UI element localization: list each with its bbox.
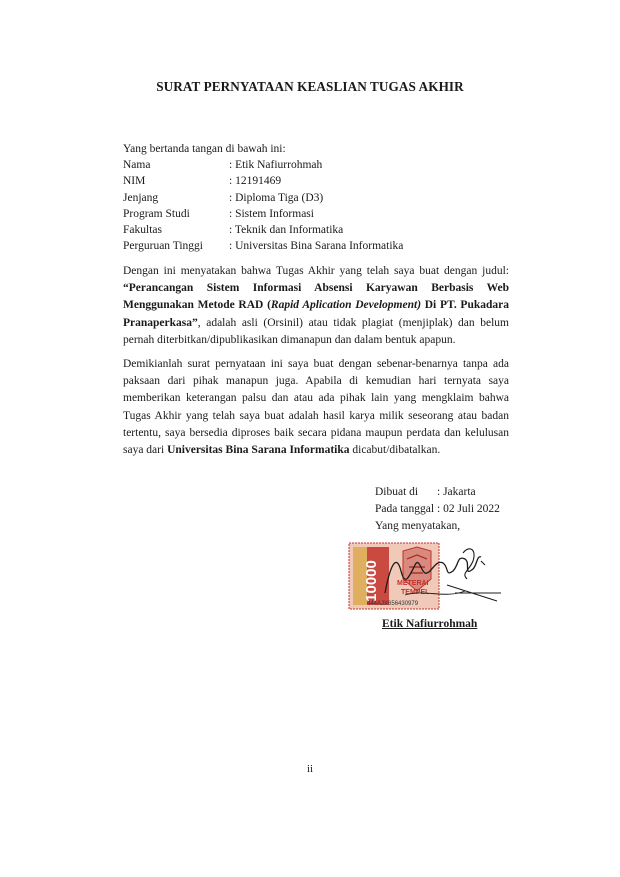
declaration-lead: Dengan ini menyatakan bahwa Tugas Akhir yang telah saya buat dengan judul: — [123, 265, 509, 277]
university-name: Universitas Bina Sarana Informatika — [167, 444, 350, 457]
identity-label: Perguruan Tinggi — [123, 240, 203, 253]
identity-row-perguruan-tinggi — [123, 238, 403, 254]
identity-row-program-studi — [123, 206, 403, 222]
thesis-title: “Perancangan Sistem Informasi Absensi Karyawan Berbasis Web Menggunakan Metode RAD (Rapid Aplication Development) Di PT. Pukadara Pranaperkasa” — [123, 282, 509, 329]
stamp-top-text: METERAI — [397, 580, 429, 587]
closing-text: Yang menyatakan, — [375, 520, 461, 532]
signer-name: Etik Nafiurrohmah — [382, 618, 478, 630]
identity-label: Fakultas — [123, 224, 162, 237]
identity-row-jenjang — [123, 190, 403, 206]
identity-label: Nama — [123, 159, 151, 171]
identity-value: : Diploma Tiga (D3) — [229, 191, 324, 204]
identity-value: : Universitas Bina Sarana Informatika — [229, 240, 404, 253]
stamp-serial: 444AJX656430979 — [367, 601, 419, 607]
document-title: SURAT PERNYATAAN KEASLIAN TUGAS AKHIR — [156, 79, 464, 94]
meterai-stamp — [345, 541, 505, 621]
sign-block — [375, 484, 500, 535]
page-number: ii — [306, 763, 314, 775]
identity-table — [123, 157, 403, 255]
identity-value: : Etik Nafiurrohmah — [229, 159, 323, 171]
identity-value: : 12191469 — [229, 175, 282, 188]
date-label: Pada tanggal — [375, 503, 435, 515]
identity-row-nama — [123, 157, 403, 173]
stamp-bottom-text: TEMPEL — [401, 589, 430, 596]
stamp-value: 10000 — [363, 560, 380, 602]
date-value: : 02 Juli 2022 — [437, 503, 500, 515]
intro-text: Yang bertanda tangan di bawah ini: — [123, 143, 286, 155]
declaration-rest: , adalah asli (Orsinil) atau tidak plagiat (menjiplak) dan belum pernah diterbitkan/dipublikasikan dimanapun dan dalam bentuk apapun. — [123, 316, 509, 346]
identity-value: : Teknik dan Informatika — [229, 224, 344, 237]
place-value: : Jakarta — [437, 486, 476, 498]
identity-label: Program Studi — [123, 207, 190, 220]
identity-row-fakultas — [123, 222, 403, 238]
declaration-paragraph — [123, 263, 509, 349]
place-label: Dibuat di — [375, 486, 419, 498]
identity-value: : Sistem Informasi — [229, 207, 314, 220]
identity-label: Jenjang — [123, 191, 159, 204]
identity-row-nim — [123, 173, 403, 189]
closing-paragraph: Demikianlah surat pernyataan ini saya buat dengan sebenar-benarnya tanpa ada paksaan dari pihak manapun juga. Apabila di kemudian hari ternyata saya memberikan keterangan palsu dan atau ada pihak lain yang mengklaim bahwa Tugas Akhir yang telah saya buat adalah hasil karya milik seseorang atau badan tertentu, saya bersedia diproses baik secara pidana maupun perdata dan kelulusan saya dari Universitas Bina Sarana Informatika dicabut/dibatalkan. — [123, 358, 509, 457]
identity-label: NIM — [123, 175, 146, 188]
